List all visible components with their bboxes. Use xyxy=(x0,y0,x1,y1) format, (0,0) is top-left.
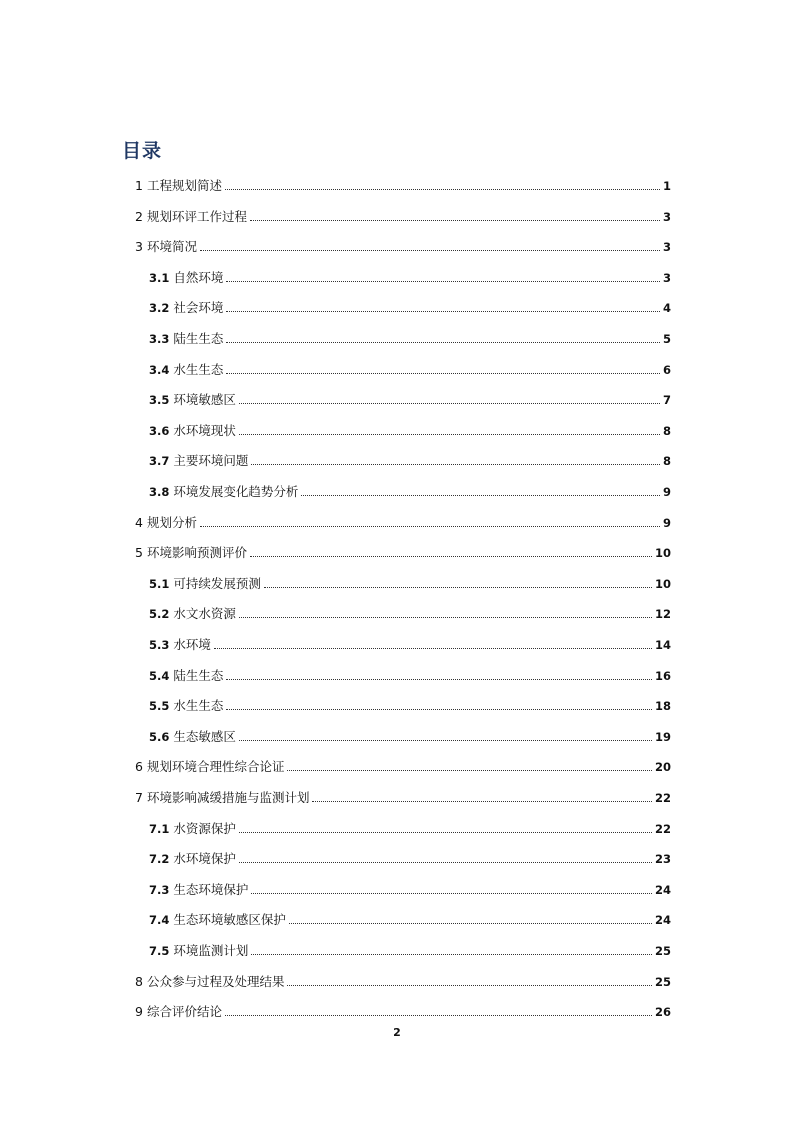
toc-entry-page: 20 xyxy=(654,760,671,775)
toc-dot-leader xyxy=(226,373,660,374)
toc-entry-title: 水环境 xyxy=(173,637,211,652)
toc-dot-leader xyxy=(239,832,652,833)
toc-entry-number: 3.7 xyxy=(149,454,170,469)
toc-entry-title: 水文水资源 xyxy=(173,606,236,622)
toc-entry[interactable] xyxy=(149,572,671,592)
toc-entry-number: 1 xyxy=(135,178,143,193)
toc-entry-number: 6 xyxy=(135,759,143,775)
toc-dot-leader xyxy=(226,281,660,282)
toc-entry[interactable] xyxy=(135,205,671,225)
toc-entry-number: 5 xyxy=(135,545,143,561)
toc-dot-leader xyxy=(250,220,660,221)
toc-entry-title: 社会环境 xyxy=(173,300,224,316)
toc-entry-page: 22 xyxy=(654,821,671,836)
toc-entry-number: 7.4 xyxy=(149,913,170,928)
toc-entry[interactable] xyxy=(149,419,671,439)
toc-entry-title: 生态环境保护 xyxy=(173,881,249,897)
toc-entry-number: 3.5 xyxy=(149,393,170,408)
toc-entry-number: 3.8 xyxy=(149,485,170,499)
toc-entry[interactable] xyxy=(149,358,671,378)
toc-entry[interactable] xyxy=(135,511,671,531)
toc-entry-page: 3 xyxy=(662,270,671,285)
toc-dot-leader xyxy=(264,587,652,588)
toc-entry-title: 环境影响减缓措施与监测计划 xyxy=(146,790,310,805)
toc-entry-title: 环境监测计划 xyxy=(173,943,249,958)
toc-entry-number: 5.1 xyxy=(149,576,170,591)
toc-entry-title: 可持续发展预测 xyxy=(173,575,261,591)
toc-entry[interactable] xyxy=(149,266,671,286)
toc-entry-number: 3.1 xyxy=(149,270,170,285)
toc-entry[interactable] xyxy=(149,847,671,867)
toc-entry-number: 5.2 xyxy=(149,607,170,622)
toc-dot-leader xyxy=(225,189,660,190)
toc-entry-number: 3.2 xyxy=(149,301,170,316)
toc-dot-leader xyxy=(239,862,652,863)
toc-entry[interactable] xyxy=(149,388,671,408)
toc-entry-title: 环境简况 xyxy=(146,239,197,255)
toc-dot-leader xyxy=(287,985,652,986)
toc-entry-page: 22 xyxy=(654,791,671,805)
toc-dot-leader xyxy=(289,923,652,924)
toc-entry-title: 水生生态 xyxy=(173,361,224,377)
toc-entry-page: 23 xyxy=(654,852,671,867)
toc-dot-leader xyxy=(287,770,652,771)
toc-entry-page: 3 xyxy=(662,209,671,224)
toc-entry-page: 19 xyxy=(654,729,671,744)
toc-entry-title: 规划环评工作过程 xyxy=(146,208,247,224)
toc-entry-title: 环境影响预测评价 xyxy=(146,545,247,561)
toc-entry-number: 8 xyxy=(135,973,143,989)
toc-entry[interactable] xyxy=(149,908,671,928)
toc-entry-page: 7 xyxy=(662,393,671,408)
toc-entry-title: 环境发展变化趋势分析 xyxy=(173,484,299,499)
toc-entry[interactable] xyxy=(149,939,671,959)
toc-dot-leader xyxy=(214,648,652,649)
toc-entry-page: 6 xyxy=(662,362,671,377)
toc-entry-page: 24 xyxy=(654,913,671,928)
toc-entry[interactable] xyxy=(135,970,671,990)
toc-dot-leader xyxy=(301,495,660,496)
toc-dot-leader xyxy=(200,250,660,251)
toc-entry-number: 9 xyxy=(135,1004,143,1020)
toc-entry-title: 生态环境敏感区保护 xyxy=(173,912,286,928)
page-number: 2 xyxy=(393,1026,401,1039)
toc-dot-leader xyxy=(239,740,652,741)
toc-dot-leader xyxy=(225,1015,652,1016)
toc-entry[interactable] xyxy=(135,235,671,255)
toc-entry[interactable] xyxy=(149,449,671,469)
toc-entry-page: 25 xyxy=(654,944,671,958)
toc-entry-number: 3 xyxy=(135,239,143,255)
toc-dot-leader xyxy=(200,526,660,527)
toc-dot-leader xyxy=(239,403,660,404)
toc-entry-page: 1 xyxy=(662,179,671,193)
toc-entry-number: 3.6 xyxy=(149,423,170,438)
toc-dot-leader xyxy=(250,556,652,557)
toc-entry[interactable] xyxy=(149,296,671,316)
toc-dot-leader xyxy=(251,893,652,894)
toc-entry-number: 7.1 xyxy=(149,821,170,836)
toc-entry[interactable] xyxy=(149,664,671,684)
toc-entry[interactable] xyxy=(149,480,671,500)
toc-entry-title: 工程规划简述 xyxy=(146,178,222,193)
toc-entry-title: 生态敏感区 xyxy=(173,728,236,744)
toc-entry-page: 16 xyxy=(654,668,671,683)
toc-entry-number: 5.4 xyxy=(149,668,170,683)
toc-entry-number: 5.5 xyxy=(149,699,170,714)
toc-entry-page: 18 xyxy=(654,699,671,714)
toc-title: 目录 xyxy=(122,140,163,162)
toc-entry-title: 水环境现状 xyxy=(173,422,236,438)
toc-entry[interactable] xyxy=(149,694,671,714)
toc-entry[interactable] xyxy=(149,817,671,837)
toc-entry-number: 4 xyxy=(135,514,143,530)
toc-dot-leader xyxy=(226,342,660,343)
toc-entry[interactable] xyxy=(149,602,671,622)
toc-entry-title: 公众参与过程及处理结果 xyxy=(146,973,285,989)
toc-entry-title: 自然环境 xyxy=(173,269,224,285)
toc-dot-leader xyxy=(226,679,652,680)
toc-entry-page: 10 xyxy=(654,546,671,561)
toc-entry[interactable] xyxy=(135,1000,671,1020)
toc-entry-number: 5.6 xyxy=(149,729,170,744)
toc-entry-page: 5 xyxy=(662,332,671,346)
toc-entry-page: 24 xyxy=(654,882,671,897)
toc-entry-title: 综合评价结论 xyxy=(146,1004,222,1020)
toc-entry-number: 2 xyxy=(135,208,143,224)
toc-entry-page: 9 xyxy=(662,515,671,530)
toc-entry-page: 3 xyxy=(662,240,671,255)
toc-dot-leader xyxy=(312,801,652,802)
toc-entry-number: 5.3 xyxy=(149,638,170,652)
toc-entry-title: 水生生态 xyxy=(173,698,224,714)
toc-entry-page: 4 xyxy=(662,301,671,316)
toc-entry-page: 26 xyxy=(654,1005,671,1020)
toc-entry-number: 7.3 xyxy=(149,882,170,897)
toc-entry-title: 水环境保护 xyxy=(173,851,236,867)
toc-entry-title: 环境敏感区 xyxy=(173,392,236,408)
toc-entry-number: 3.3 xyxy=(149,332,170,346)
toc-entry-page: 8 xyxy=(662,454,671,469)
toc-entry-title: 陆生生态 xyxy=(173,667,224,683)
toc-dot-leader xyxy=(251,464,660,465)
toc-dot-leader xyxy=(239,617,652,618)
toc-dot-leader xyxy=(226,709,652,710)
toc-entry-title: 主要环境问题 xyxy=(173,453,249,469)
toc-entry-page: 14 xyxy=(654,638,671,652)
toc-entry[interactable] xyxy=(135,755,671,775)
toc-dot-leader xyxy=(251,954,652,955)
toc-entry[interactable] xyxy=(135,541,671,561)
toc-entry-page: 9 xyxy=(662,485,671,499)
toc-entry-number: 3.4 xyxy=(149,362,170,377)
toc-entry[interactable] xyxy=(135,174,671,194)
toc-entry[interactable] xyxy=(149,878,671,898)
toc-entry-number: 7 xyxy=(135,790,143,805)
toc-entry-page: 25 xyxy=(654,974,671,989)
toc-entry-title: 规划分析 xyxy=(146,514,197,530)
toc-entry[interactable] xyxy=(149,327,671,347)
toc-dot-leader xyxy=(239,434,660,435)
toc-entry-title: 陆生生态 xyxy=(173,331,224,346)
toc-entry-page: 12 xyxy=(654,607,671,622)
toc-entry-title: 规划环境合理性综合论证 xyxy=(146,759,285,775)
toc-entry-page: 8 xyxy=(662,423,671,438)
toc-entry-title: 水资源保护 xyxy=(173,820,236,836)
toc-dot-leader xyxy=(226,311,660,312)
toc-entry-number: 7.2 xyxy=(149,852,170,867)
toc-entry[interactable] xyxy=(149,633,671,653)
toc-entry-page: 10 xyxy=(654,576,671,591)
toc-entry-number: 7.5 xyxy=(149,944,170,958)
toc-entry[interactable] xyxy=(135,786,671,806)
toc-entry[interactable] xyxy=(149,725,671,745)
